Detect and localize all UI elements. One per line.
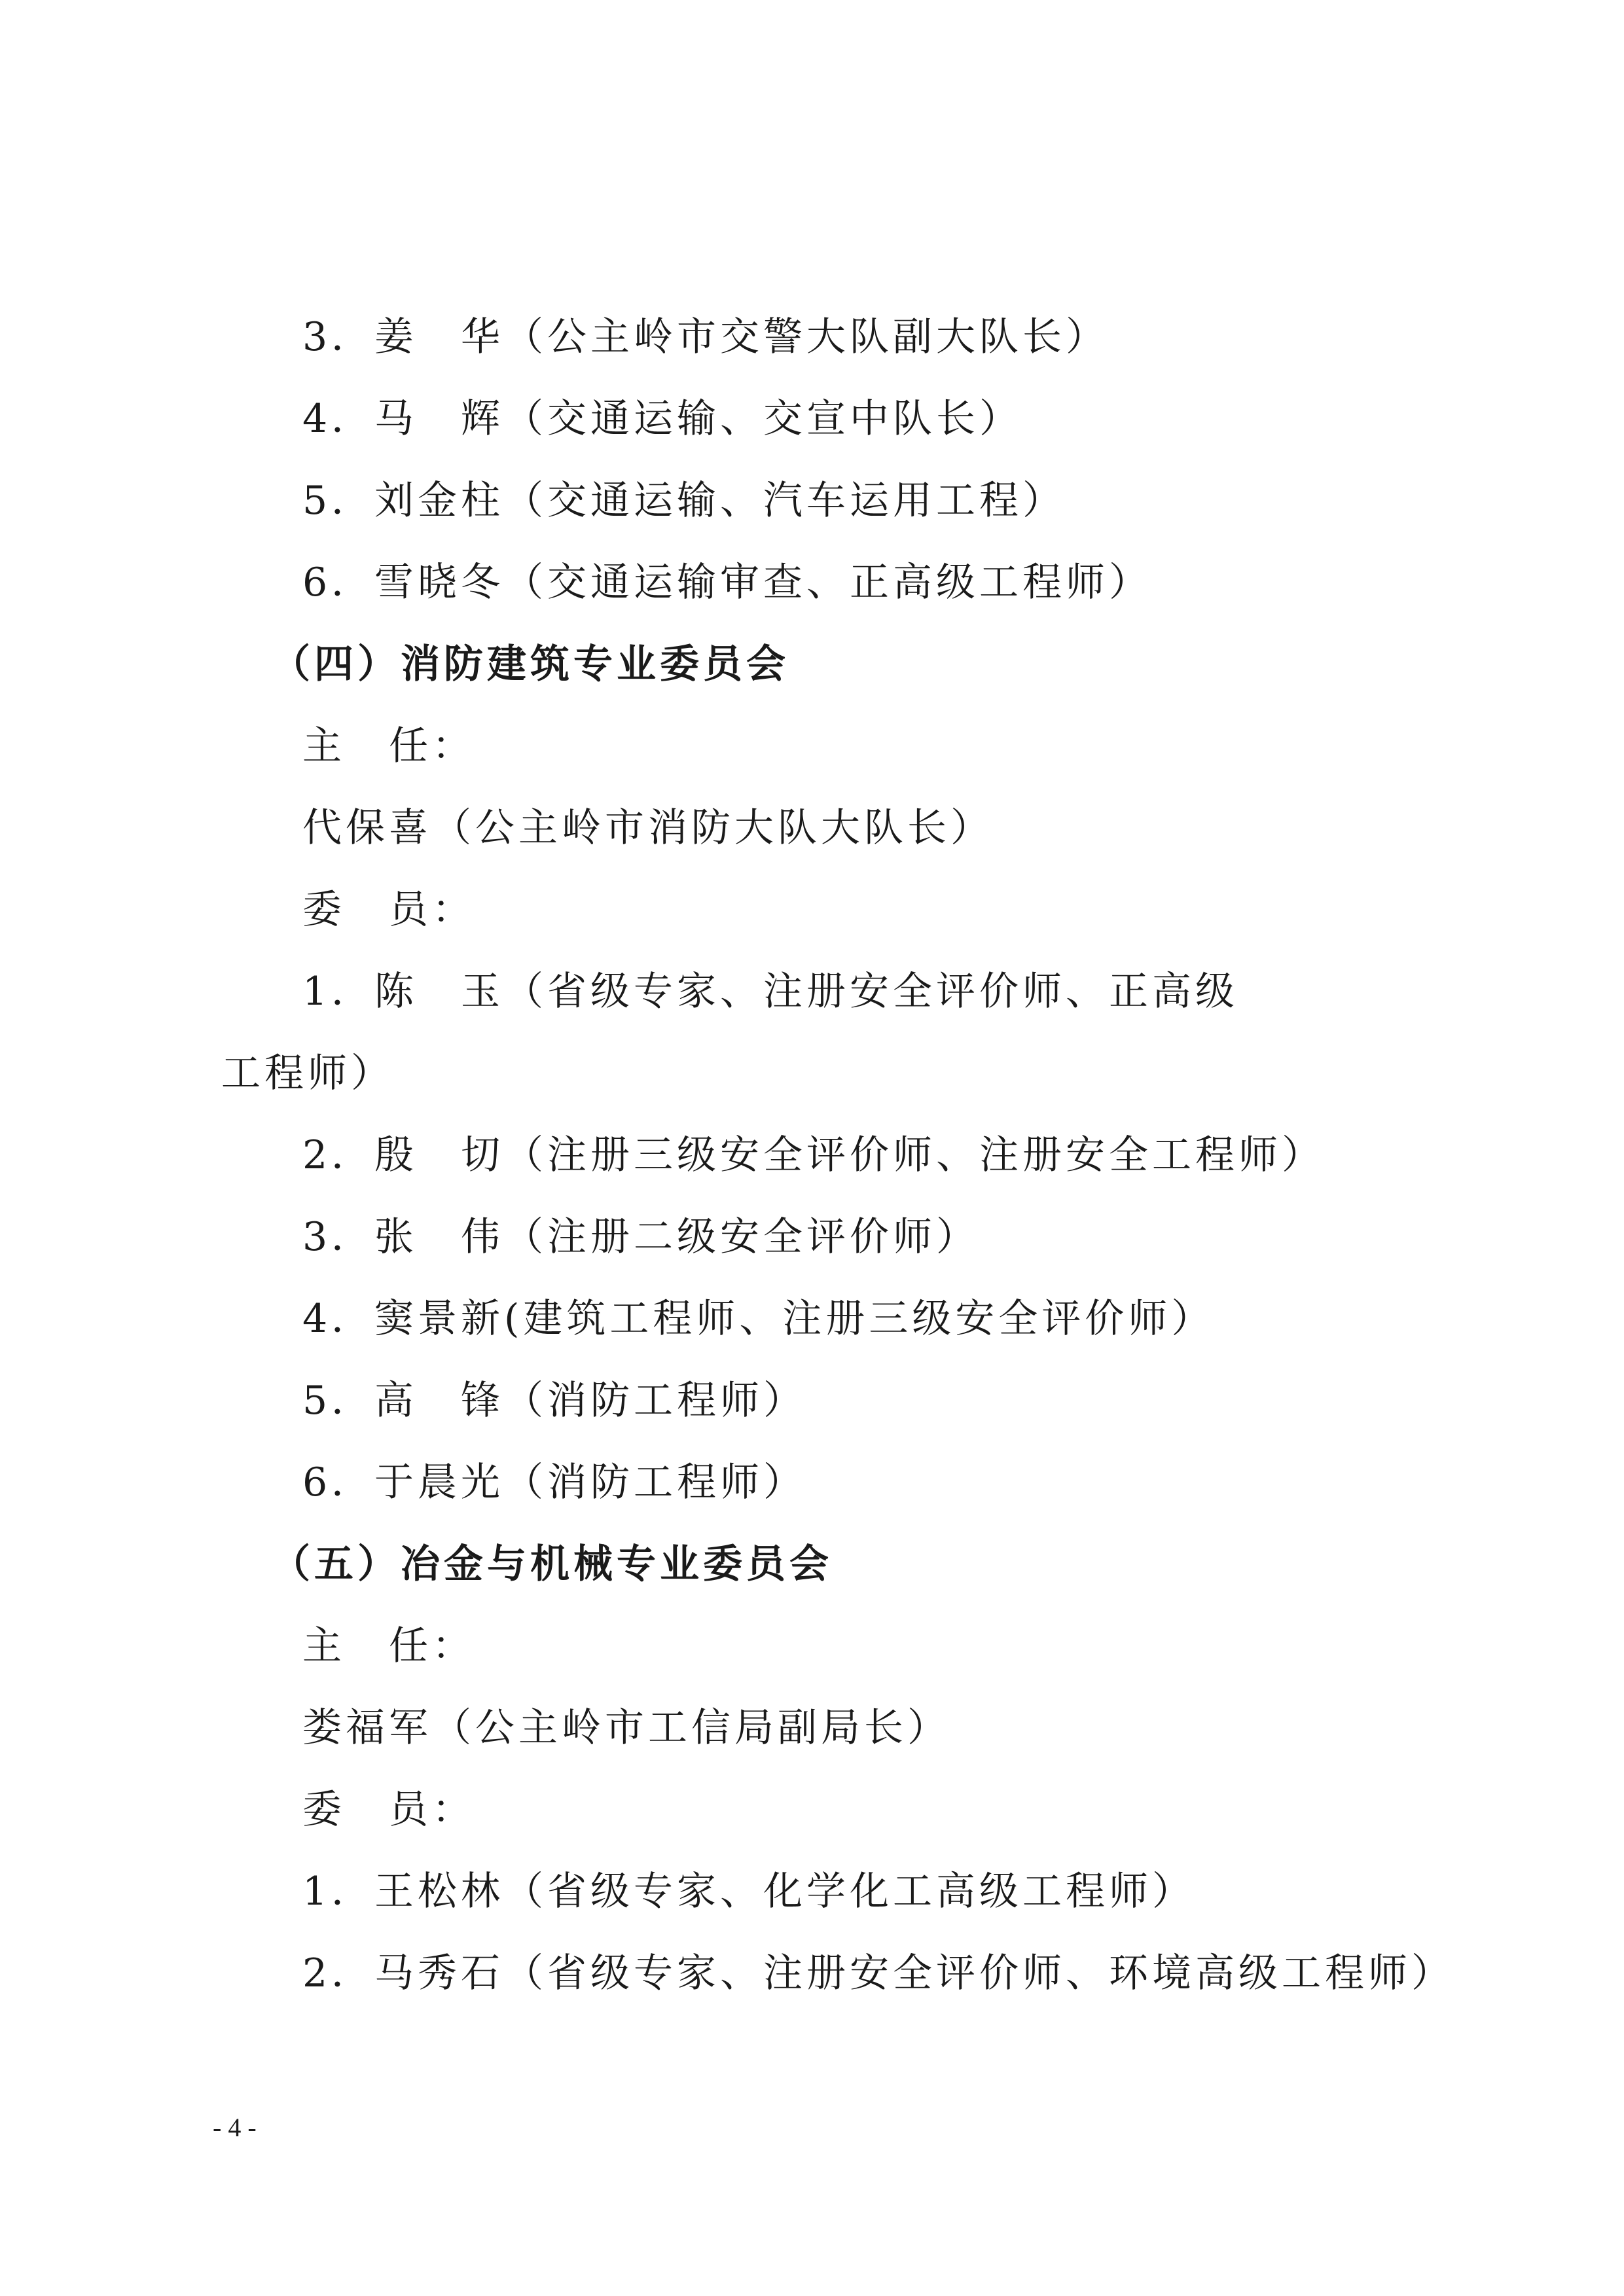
section-heading: （四）消防建筑专业委员会 — [271, 641, 789, 687]
member-line — [302, 1211, 979, 1263]
item-number: 2． — [302, 1132, 375, 1178]
item-number: 4． — [302, 1296, 375, 1342]
item-number: 2． — [302, 1950, 375, 1996]
role-label: 主 任： — [302, 723, 475, 769]
member-text: 马秀石（省级专家、注册安全评价师、环境高级工程师） — [374, 1950, 1454, 1996]
item-number: 5． — [302, 1378, 375, 1424]
role-label: 委 员： — [302, 887, 475, 933]
member-text: 马 辉（交通运输、交宣中队长） — [374, 396, 1022, 442]
member-line — [302, 1129, 1325, 1181]
member-line — [302, 475, 1066, 527]
member-line — [302, 1865, 1195, 1918]
item-number: 6． — [302, 1460, 375, 1505]
item-number: 4． — [302, 396, 375, 442]
member-text: 殷 切（注册三级安全评价师、注册安全工程师） — [374, 1132, 1325, 1178]
section-heading: （五）冶金与机械专业委员会 — [271, 1541, 833, 1587]
member-line-continuation: 工程师） — [221, 1050, 394, 1096]
item-number: 6． — [302, 560, 375, 605]
member-text: 高 锋（消防工程师） — [374, 1378, 806, 1424]
item-number: 3． — [302, 1214, 375, 1260]
member-line — [302, 965, 1238, 1018]
member-text: 刘金柱（交通运输、汽车运用工程） — [374, 478, 1066, 524]
member-text: 姜 华（公主岭市交警大队副大队长） — [374, 314, 1109, 360]
item-number: 1． — [302, 1869, 375, 1914]
member-text: 王松林（省级专家、化学化工高级工程师） — [374, 1869, 1195, 1914]
member-text: 窦景新(建筑工程师、注册三级安全评价师） — [374, 1296, 1215, 1342]
member-text: 雪晓冬（交通运输审查、正高级工程师） — [374, 560, 1152, 605]
member-line — [302, 1456, 806, 1509]
member-text: 张 伟（注册二级安全评价师） — [374, 1214, 979, 1260]
director-line: 娄福军（公主岭市工信局副局长） — [302, 1705, 950, 1751]
member-line — [302, 1293, 1214, 1345]
role-label: 委 员： — [302, 1787, 475, 1833]
item-number: 5． — [302, 478, 375, 524]
member-text: 于晨光（消防工程师） — [374, 1460, 806, 1505]
item-number: 3． — [302, 314, 375, 360]
director-line: 代保喜（公主岭市消防大队大队长） — [302, 805, 994, 851]
member-line — [302, 1947, 1454, 2000]
member-line — [302, 311, 1109, 363]
member-text: 陈 玉（省级专家、注册安全评价师、正高级 — [374, 969, 1238, 1014]
page-number: - 4 - — [213, 2113, 257, 2142]
role-label: 主 任： — [302, 1623, 475, 1669]
member-line — [302, 1374, 806, 1427]
member-line — [302, 556, 1152, 609]
item-number: 1． — [302, 969, 375, 1014]
member-line — [302, 393, 1022, 445]
